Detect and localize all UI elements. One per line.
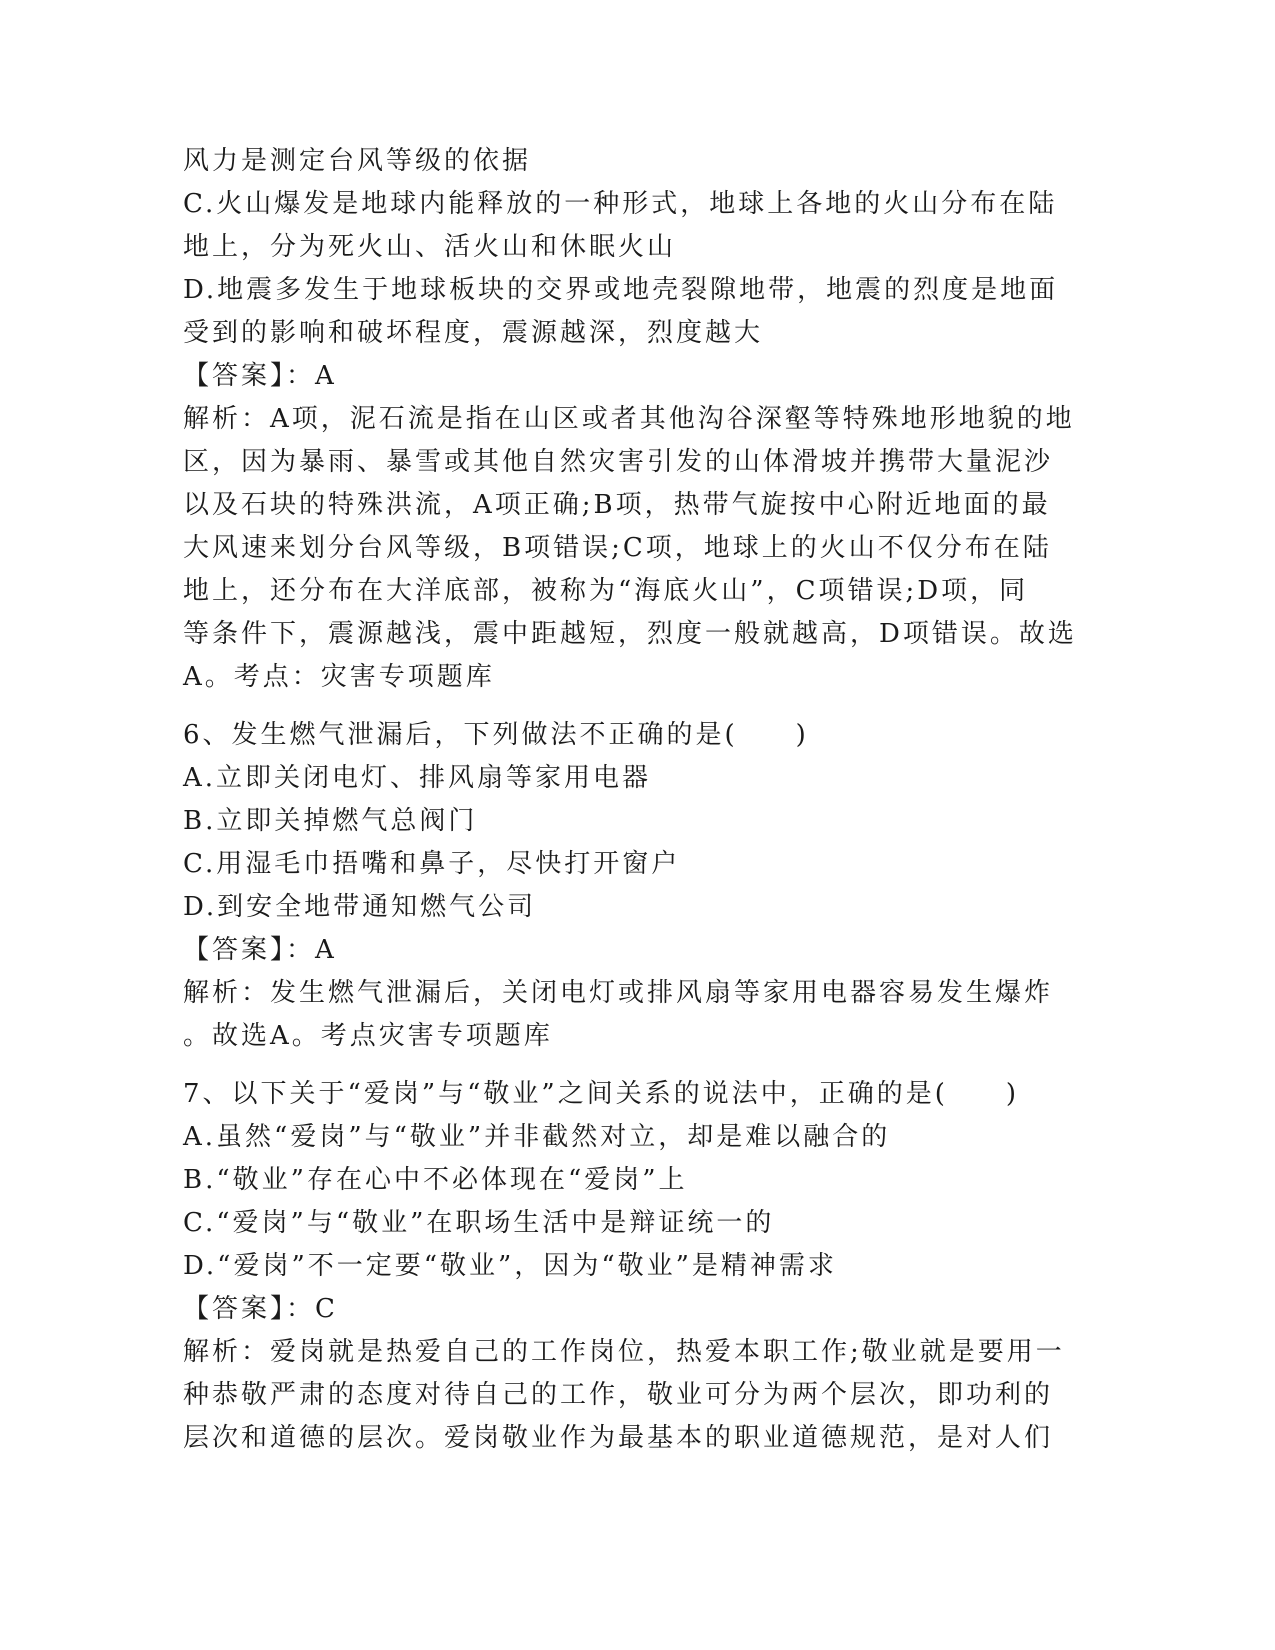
answer-line: 【答案】：A: [183, 935, 337, 965]
option-b: B.立即关掉燃气总阀门: [183, 806, 478, 836]
analysis-line: 。故选A。考点灾害专项题库: [183, 1021, 553, 1051]
option-a: A.虽然“爱岗”与“敬业”并非截然对立，却是难以融合的: [183, 1122, 891, 1152]
analysis-line: 层次和道德的层次。爱岗敬业作为最基本的职业道德规范，是对人们: [183, 1423, 1054, 1453]
document-page: [183, 140, 1077, 1460]
analysis-line: 等条件下，震源越浅，震中距越短，烈度一般就越高，D项错误。故选: [183, 619, 1077, 649]
option-c: C.用湿毛巾捂嘴和鼻子，尽快打开窗户: [183, 849, 681, 879]
analysis-line: 以及石块的特殊洪流，A项正确;B项，热带气旋按中心附近地面的最: [183, 490, 1051, 520]
option-d: D.地震多发生于地球板块的交界或地壳裂隙地带，地震的烈度是地面: [183, 275, 1059, 305]
analysis-line: 解析：发生燃气泄漏后，关闭电灯或排风扇等家用电器容易发生爆炸: [183, 978, 1054, 1008]
analysis-line: 区，因为暴雨、暴雪或其他自然灾害引发的山体滑坡并携带大量泥沙: [183, 447, 1054, 477]
text-line: 风力是测定台风等级的依据: [183, 146, 532, 176]
spacer: [183, 1058, 1063, 1073]
question-5-continuation: [183, 140, 1077, 699]
analysis-line: 地上，还分布在大洋底部，被称为“海底火山”，C项错误;D项，同: [183, 576, 1029, 606]
option-b: B.“敬业”存在心中不必体现在“爱岗”上: [183, 1165, 688, 1195]
analysis-line: 大风速来划分台风等级，B项错误;C项，地球上的火山不仅分布在陆: [183, 533, 1052, 563]
option-d: D.到安全地带通知燃气公司: [183, 892, 537, 922]
option-d: D.“爱岗”不一定要“敬业”，因为“敬业”是精神需求: [183, 1251, 837, 1281]
option-c: C.火山爆发是地球内能释放的一种形式，地球上各地的火山分布在陆: [183, 189, 1058, 219]
analysis-line: 种恭敬严肃的态度对待自己的工作，敬业可分为两个层次，即功利的: [183, 1380, 1054, 1410]
question-stem: 6、发生燃气泄漏后，下列做法不正确的是( ): [183, 720, 809, 750]
analysis-line: A。考点：灾害专项题库: [183, 662, 495, 692]
option-a: A.立即关闭电灯、排风扇等家用电器: [183, 763, 652, 793]
spacer: [183, 699, 1063, 714]
text-line: 地上，分为死火山、活火山和休眠火山: [183, 232, 677, 262]
answer-line: 【答案】：C: [183, 1294, 338, 1324]
question-7: [183, 1073, 1063, 1460]
analysis-line: 解析：A项，泥石流是指在山区或者其他沟谷深壑等特殊地形地貌的地: [183, 404, 1075, 434]
option-c: C.“爱岗”与“敬业”在职场生活中是辩证统一的: [183, 1208, 775, 1238]
text-line: 受到的影响和破坏程度，震源越深，烈度越大: [183, 318, 764, 348]
question-6: [183, 714, 1063, 1058]
answer-line: 【答案】：A: [183, 361, 337, 391]
analysis-line: 解析：爱岗就是热爱自己的工作岗位，热爱本职工作;敬业就是要用一: [183, 1337, 1065, 1367]
question-stem: 7、以下关于“爱岗”与“敬业”之间关系的说法中，正确的是( ): [183, 1079, 1019, 1109]
